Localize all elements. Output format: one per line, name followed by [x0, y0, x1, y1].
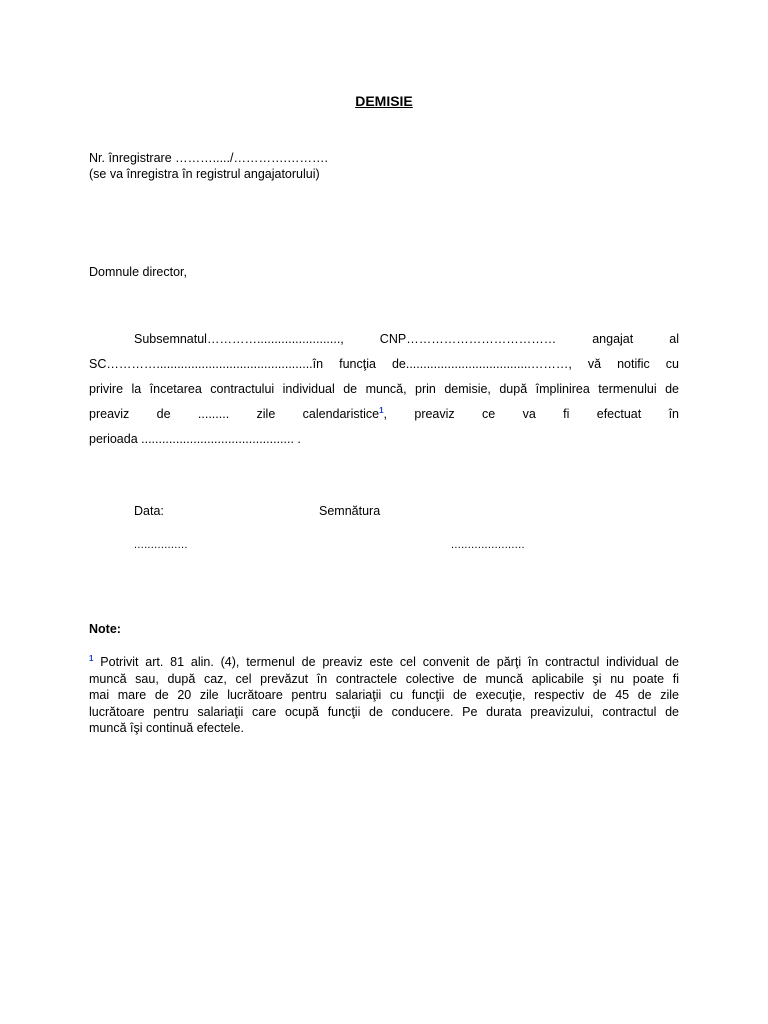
footnote-reference[interactable]: 1 — [379, 405, 384, 415]
document-title: DEMISIE — [355, 93, 413, 109]
registration-block — [89, 150, 328, 182]
registration-number-line: Nr. înregistrare ………...../………….………. — [89, 151, 328, 165]
body-line-2: SC………….............................................în funcţia de....................................………, vă notific cu — [89, 357, 679, 371]
footnote-line-3: mai mare de 20 zile lucrătoare pentru salariaţii cu funcţii de execuţie, respectiv de 45 de zile — [89, 688, 679, 702]
footnote-line-4: lucrătoare pentru salariaţii care ocupă funcţii de conducere. Pe durata preavizului, contractul de — [89, 704, 679, 719]
body-line-3: privire la încetarea contractului individual de muncă, prin demisie, după împlinirea termenului de — [89, 382, 679, 396]
registration-note: (se va înregistra în registrul angajatorului) — [89, 167, 320, 181]
footnote-text — [89, 654, 679, 737]
footnote-line-2: muncă sau, după caz, cel prevăzut în contractele colective de muncă aplicabile şi nu poate fi — [89, 671, 679, 686]
signature-label: Semnătura — [319, 504, 381, 518]
body-line-4 — [89, 402, 679, 427]
body-line-4b: , preaviz ce va fi efectuat în — [383, 407, 679, 421]
body-line-1-text: Subsemnatul…………........................, CNP……………………………… angajat al — [134, 332, 679, 346]
date-label: Data: — [134, 504, 164, 518]
date-blank: ................ — [134, 539, 188, 551]
signature-blank: ...................... — [451, 539, 525, 551]
body-line-1 — [89, 327, 679, 352]
body-line-5: perioada ............................................ . — [89, 432, 301, 446]
greeting: Domnule director, — [89, 265, 187, 279]
footnote-marker: 1 — [89, 653, 94, 663]
notes-title: Note: — [89, 622, 121, 636]
footnote-line-1-text: Potrivit art. 81 alin. (4), termenul de preaviz este cel convenit de părţi în contractul individual de — [100, 655, 679, 669]
body-paragraph — [89, 327, 679, 452]
footnote-line-5: muncă îşi continuă efectele. — [89, 721, 244, 735]
body-line-4a: preaviz de ......... zile calendaristice — [89, 407, 380, 421]
footnote-line-1 — [89, 654, 679, 671]
